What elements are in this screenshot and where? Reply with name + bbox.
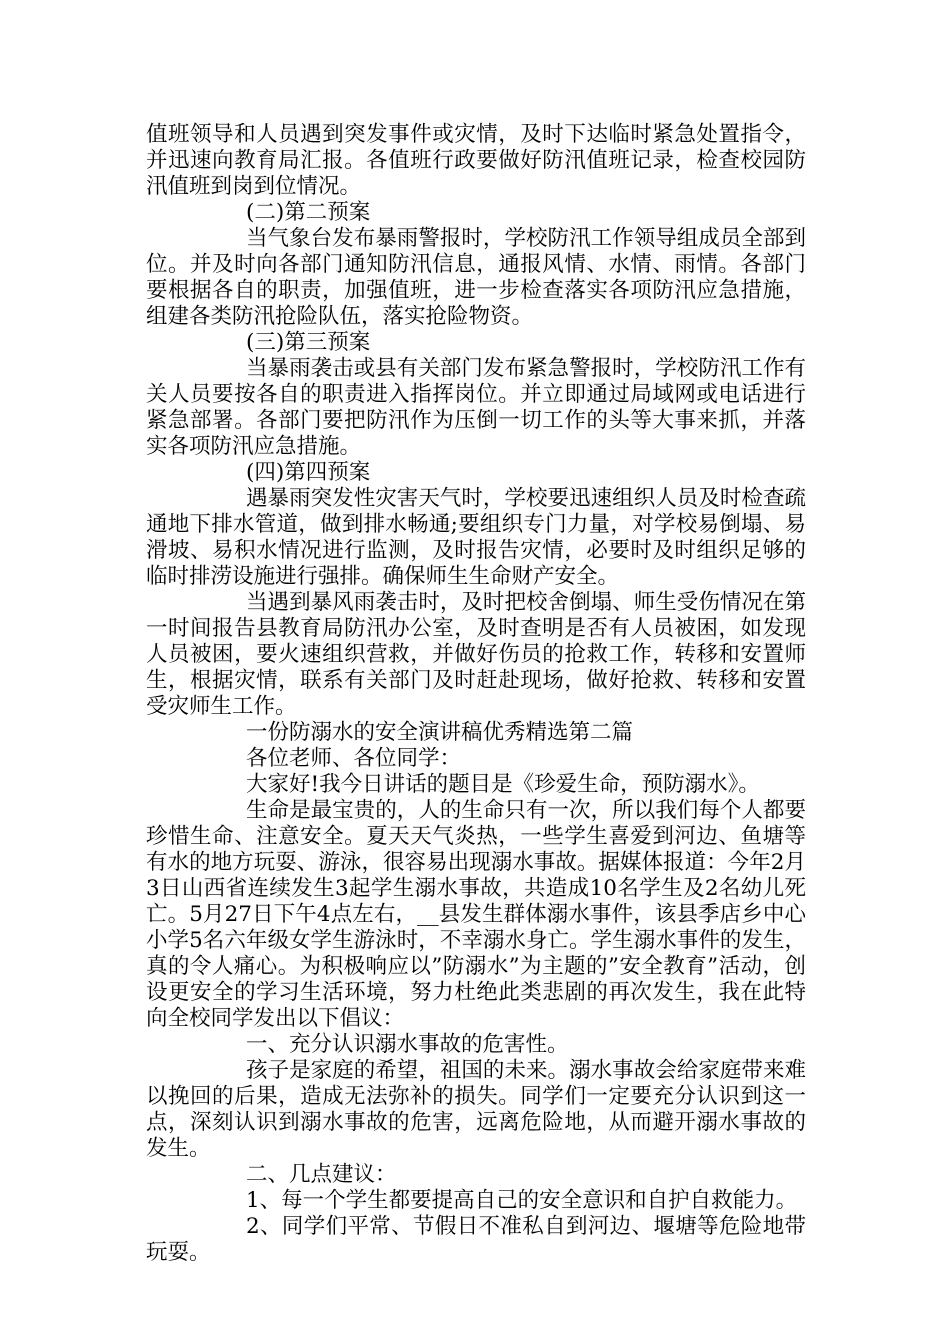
paragraph-duty-leaders: 值班领导和人员遇到突发事件或灾情，及时下达临时紧急处置指令，并迅速向教育局汇报。各值班行政要做好防汛值班记录，检查校园防汛值班到岗到位情况。 [146, 122, 806, 199]
paragraph-fourth-plan: 遇暴雨突发性灾害天气时，学校要迅速组织人员及时检查疏通地下排水管道，做到排水畅通;要组织专门力量，对学校易倒塌、易滑坡、易积水情况进行监测，及时报告灾情，必要时及时组织足够的临时排涝设施进行强排。确保师生生命财产安全。 [146, 486, 806, 589]
heading-fourth-plan: (四)第四预案 [246, 460, 371, 485]
heading-second-plan: (二)第二预案 [246, 200, 371, 225]
paragraph-speech-topic: 大家好!我今日讲话的题目是《珍爱生命，预防溺水》。 [246, 772, 760, 797]
list-item-suggestion-2: 2、同学们平常、节假日不准私自到河边、堰塘等危险地带玩耍。 [146, 1214, 806, 1265]
paragraph-third-plan: 当暴雨袭击或县有关部门发布紧急警报时，学校防汛工作有关人员要按各自的职责进入指挥岗位。并立即通过局域网或电话进行紧急部署。各部门要把防汛作为压倒一切工作的头等大事来抓，并落实各项防汛应急措施。 [146, 356, 806, 459]
heading-speech-title: 一份防溺水的安全演讲稿优秀精选第二篇 [246, 720, 634, 745]
heading-third-plan: (三)第三预案 [246, 330, 371, 355]
paragraph-storm-response: 当遇到暴风雨袭击时，及时把校舍倒塌、师生受伤情况在第一时间报告县教育局防汛办公室，及时查明是否有人员被困，如发现人员被困，要火速组织营救，并做好伤员的抢救工作，转移和安置师生，根据灾情，联系有关部门及时赶赴现场，做好抢救、转移和安置受灾师生工作。 [146, 590, 806, 719]
paragraph-section-one: 孩子是家庭的希望，祖国的未来。溺水事故会给家庭带来难以挽回的后果，造成无法弥补的损失。同学们一定要充分认识到这一点，深刻认识到溺水事故的危害，远离危险地，从而避开溺水事故的发生。 [146, 1058, 806, 1161]
heading-section-one: 一、充分认识溺水事故的危害性。 [246, 1032, 569, 1057]
document-body [146, 122, 806, 1266]
paragraph-second-plan: 当气象台发布暴雨警报时，学校防汛工作领导组成员全部到位。并及时向各部门通知防汛信息，通报风情、水情、雨情。各部门要根据各自的职责，加强值班，进一步检查落实各项防汛应急措施，组建各类防汛抢险队伍，落实抢险物资。 [146, 226, 806, 329]
heading-section-two: 二、几点建议： [246, 1162, 397, 1187]
paragraph-greeting: 各位老师、各位同学： [246, 746, 462, 771]
paragraph-life-precious: 生命是最宝贵的，人的生命只有一次，所以我们每个人都要珍惜生命、注意安全。夏天天气炎热，一些学生喜爱到河边、鱼塘等有水的地方玩耍、游泳，很容易出现溺水事故。据媒体报道：今年2月3日山西省连续发生3起学生溺水事故，共造成10名学生及2名幼儿死亡。5月27日下午4点左右，__县发生群体溺水事件，该县季店乡中心小学5名六年级女学生游泳时，不幸溺水身亡。学生溺水事件的发生，真的令人痛心。为积极响应以”防溺水”为主题的”安全教育”活动，创设更安全的学习生活环境，努力杜绝此类悲剧的再次发生，我在此特向全校同学发出以下倡议： [146, 798, 806, 1031]
list-item-suggestion-1: 1、每一个学生都要提高自己的安全意识和自护自救能力。 [246, 1188, 798, 1213]
